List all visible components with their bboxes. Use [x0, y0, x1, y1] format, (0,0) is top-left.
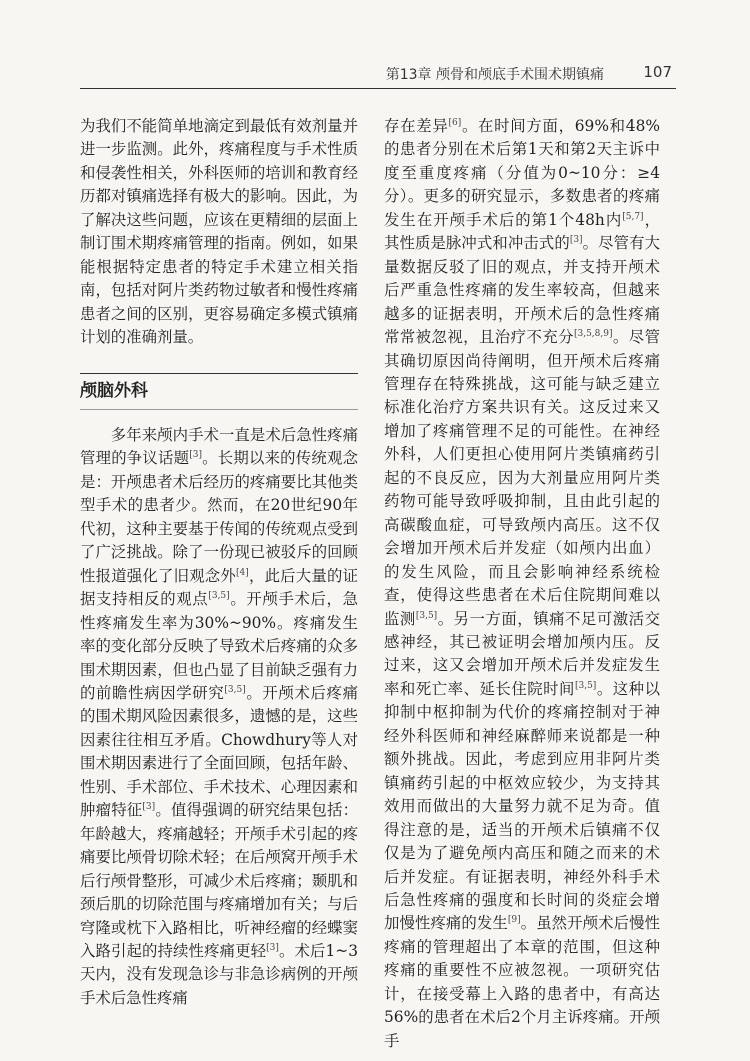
citation: [3,5]	[208, 591, 230, 602]
citation: [3]	[142, 802, 156, 813]
paragraph: 多年来颅内手术一直是术后急性疼痛管理的争议话题[3]。长期以来的传统观念是：开颅患者术后经历的疼痛要比其他类型手术的患者少。然而，在20世纪90年代初，这种主要基于传闻的传统观点受到了广泛挑战。除了一份现已被驳斥的回顾性报道强化了旧观念外[4]，此后大量的证据支持相反的观点[3,5]。开颅手术后，急性疼痛发生率为30%~90%。疼痛发生率的变化部分反映了导致术后疼痛的众多围术期因素，但也凸显了目前缺乏强有力的前瞻性病因学研究[3,5]。开颅术后疼痛的围术期风险因素很多，遗憾的是，这些因素往往相互矛盾。Chowdhury等人对围术期因素进行了全面回顾，包括年龄、性别、手术部位、手术技术、心理因素和肿瘤特征[3]。值得强调的研究结果包括：年龄越大，疼痛越轻；开颅手术引起的疼痛要比颅骨切除术轻；在后颅窝开颅手术后行颅骨整形，可减少术后疼痛；颞肌和颈后肌的切除范围与疼痛增加有关；与后穹隆或枕下入路相比，听神经瘤的经蝶窦入路引起的持续性疼痛更轻[3]。术后1~3天内，没有发现急诊与非急诊病例的开颅手术后急性疼痛	[80, 425, 358, 1007]
citation: [3,5]	[415, 610, 438, 621]
page-number: 107	[643, 63, 672, 81]
citation: [5,7]	[622, 211, 644, 222]
chapter-title: 第13章 颅骨和颅底手术围术期镇痛	[385, 67, 604, 83]
left-column	[80, 115, 358, 1010]
citation: [6]	[448, 117, 462, 128]
section-heading: 颅脑外科	[80, 373, 358, 410]
paragraph: 为我们不能简单地滴定到最低有效剂量并进一步监测。此外，疼痛程度与手术性质和侵袭性相关，外科医师的培训和教育经历都对镇痛选择有极大的影响。因此，为了解决这些问题，应该在更精细的层面上制订围术期疼痛管理的指南。例如，如果能根据特定患者的特定手术建立相关指南，包括对阿片类药物过敏者和慢性疼痛患者之间的区别，更容易确定多模式镇痛计划的准确剂量。	[80, 117, 358, 347]
citation: [3]	[266, 942, 279, 953]
citation: [3,5,8,9]	[573, 328, 613, 339]
running-header	[80, 58, 676, 89]
citation: [3]	[569, 235, 583, 246]
citation: [3,5]	[574, 680, 597, 691]
citation: [3,5]	[224, 684, 246, 695]
paragraph: 存在差异[6]。在时间方面，69%和48%的患者分别在术后第1天和第2天主诉中度至重度疼痛（分值为0~10分：≥4分）。更多的研究显示，多数患者的疼痛发生在开颅手术后的第1个48h内[5,7]，其性质是脉冲式和冲击式的[3]。尽管有大量数据反驳了旧的观点，并支持开颅术后严重急性疼痛的发生率较高，但越来越多的证据表明，开颅术后的急性疼痛常常被忽视，且治疗不充分[3,5,8,9]。尽管其确切原因尚待阐明，但开颅术后疼痛管理存在特殊挑战，这可能与缺乏建立标准化治疗方案共识有关。这反过来又增加了疼痛管理不足的可能性。在神经外科，人们更担心使用阿片类镇痛药引起的不良反应，因为大剂量应用阿片类药物可能导致呼吸抑制，且由此引起的高碳酸血症，可导致颅内高压。这不仅会增加开颅术后并发症（如颅内出血）的发生风险，而且会影响神经系统检查，使得这些患者在术后住院期间难以监测[3,5]。另一方面，镇痛不足可激活交感神经，其已被证明会增加颅内压。反过来，这又会增加开颅术后并发症发生率和死亡率、延长住院时间[3,5]。这种以抑制中枢抑制为代价的疼痛控制对于神经外科医师和神经麻醉师来说都是一种额外挑战。因此，考虑到应用非阿片类镇痛药引起的中枢效应较少，为支持其效用而做出的大量努力就不足为奇。值得注意的是，适当的开颅术后镇痛不仅仅是为了避免颅内高压和随之而来的术后并发症。有证据表明，神经外科手术后急性疼痛的强度和长时间的炎症会增加慢性疼痛的发生[9]。虽然开颅术后慢性疼痛的管理超出了本章的范围，但这种疼痛的重要性不应被忽视。一项研究估计，在接受幕上入路的患者中，有高达56%的患者在术后2个月主诉疼痛。开颅手	[384, 117, 660, 1050]
right-column	[384, 115, 660, 1053]
citation: [3]	[189, 450, 202, 461]
citation: [9]	[507, 915, 521, 926]
citation: [4]	[236, 567, 249, 578]
